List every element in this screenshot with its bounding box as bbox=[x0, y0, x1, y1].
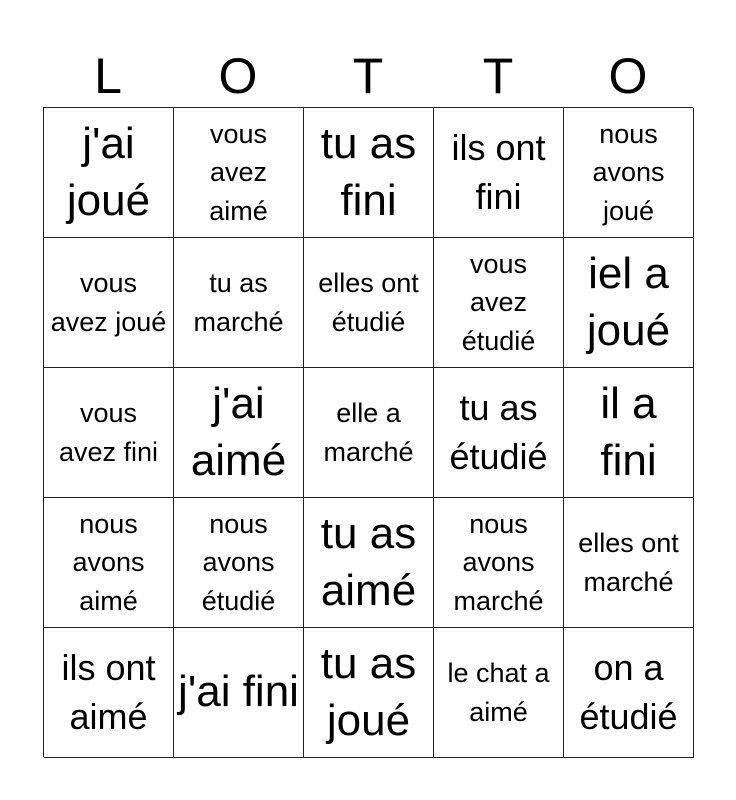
board-cell-r4-c5[interactable] bbox=[564, 498, 694, 628]
cell-label: vous avez fini bbox=[58, 398, 159, 467]
cell-label: nous avons aimé bbox=[72, 509, 145, 616]
board-cell-r1-c2[interactable] bbox=[174, 108, 304, 238]
board-cell-r2-c3[interactable] bbox=[304, 238, 434, 368]
cell-label: iel a joué bbox=[586, 249, 671, 355]
cell-label: vous avez aimé bbox=[209, 119, 268, 226]
board-cell-r5-c2[interactable] bbox=[174, 628, 304, 758]
title-letter-t: T bbox=[352, 48, 384, 104]
board-cell-r4-c3[interactable] bbox=[304, 498, 434, 628]
title-letter-t-2: T bbox=[482, 48, 514, 104]
title-letter-o: O bbox=[218, 48, 258, 104]
board-cell-r4-c2[interactable] bbox=[174, 498, 304, 628]
title-letter-o-2: O bbox=[608, 48, 648, 104]
cell-label: ils ont aimé bbox=[61, 646, 156, 737]
board-cell-r3-c4[interactable] bbox=[434, 368, 564, 498]
board-cell-r1-c4[interactable] bbox=[434, 108, 564, 238]
board-cell-r4-c1[interactable] bbox=[44, 498, 174, 628]
board-cell-r2-c4[interactable] bbox=[434, 238, 564, 368]
board-cell-r3-c2[interactable] bbox=[174, 368, 304, 498]
cell-label: j'ai aimé bbox=[190, 379, 287, 485]
cell-label: tu as étudié bbox=[449, 386, 548, 477]
cell-label: j'ai fini bbox=[178, 667, 299, 717]
cell-label: on a étudié bbox=[579, 646, 678, 737]
cell-label: elles ont marché bbox=[578, 528, 679, 597]
board-cell-r4-c4[interactable] bbox=[434, 498, 564, 628]
cell-label: tu as marché bbox=[193, 268, 284, 337]
board-cell-r1-c5[interactable] bbox=[564, 108, 694, 238]
cell-label: nous avons joué bbox=[592, 119, 665, 226]
cell-label: elles ont étudié bbox=[318, 268, 419, 337]
board-cell-r5-c4[interactable] bbox=[434, 628, 564, 758]
cell-label: vous avez étudié bbox=[461, 249, 536, 356]
board-cell-r1-c3[interactable] bbox=[304, 108, 434, 238]
board-cell-r2-c1[interactable] bbox=[44, 238, 174, 368]
board-cell-r2-c2[interactable] bbox=[174, 238, 304, 368]
board-cell-r3-c1[interactable] bbox=[44, 368, 174, 498]
cell-label: ils ont fini bbox=[451, 126, 546, 217]
cell-label: tu as aimé bbox=[320, 509, 417, 615]
cell-label: tu as joué bbox=[320, 639, 417, 745]
board-cell-r5-c5[interactable] bbox=[564, 628, 694, 758]
lotto-board bbox=[43, 107, 693, 757]
board-cell-r3-c3[interactable] bbox=[304, 368, 434, 498]
cell-label: nous avons étudié bbox=[201, 509, 276, 616]
cell-label: le chat a aimé bbox=[447, 658, 550, 727]
board-cell-r5-c3[interactable] bbox=[304, 628, 434, 758]
cell-label: tu as fini bbox=[320, 119, 417, 225]
board-cell-r5-c1[interactable] bbox=[44, 628, 174, 758]
title-letter-l: L bbox=[94, 48, 122, 104]
board-cell-r2-c5[interactable] bbox=[564, 238, 694, 368]
cell-label: il a fini bbox=[600, 379, 657, 485]
cell-label: elle a marché bbox=[323, 398, 414, 467]
board-cell-r3-c5[interactable] bbox=[564, 368, 694, 498]
cell-label: j'ai joué bbox=[66, 119, 151, 225]
cell-label: nous avons marché bbox=[453, 509, 544, 616]
board-cell-r1-c1[interactable] bbox=[44, 108, 174, 238]
cell-label: vous avez joué bbox=[50, 268, 167, 337]
lotto-title bbox=[43, 44, 693, 108]
